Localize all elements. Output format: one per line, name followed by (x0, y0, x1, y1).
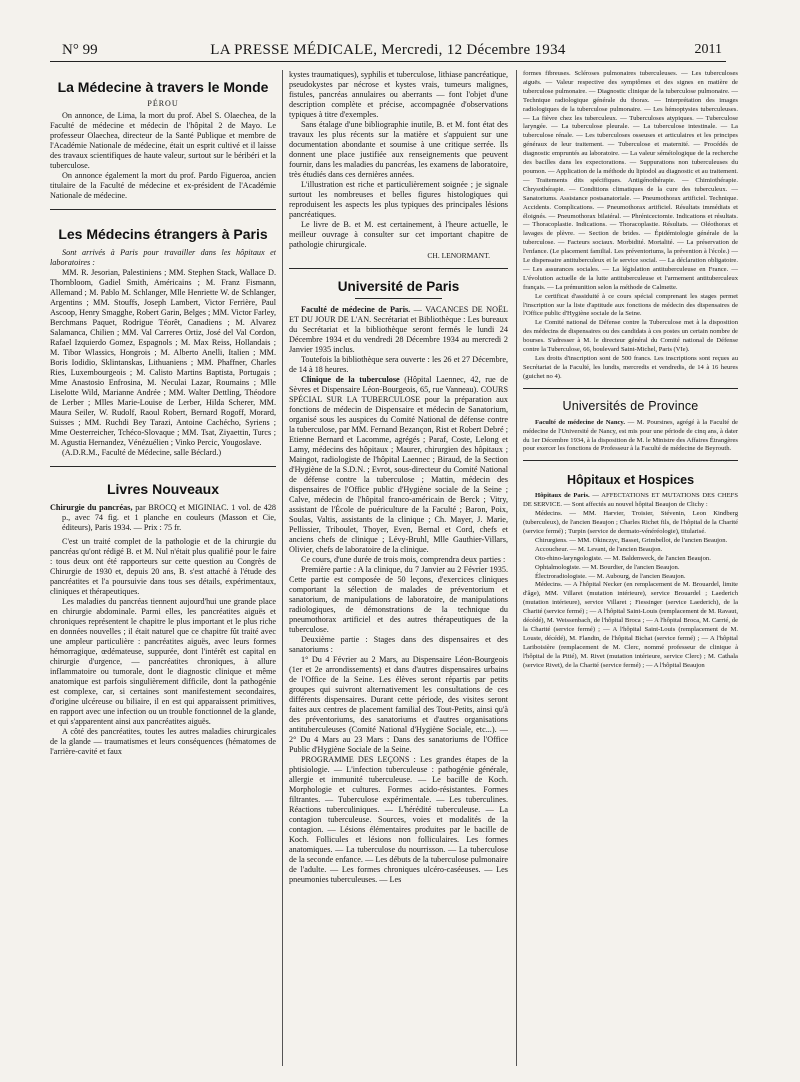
book-title: Chirurgie du pancréas, (50, 503, 133, 512)
section-title-hopitaux-hospices: Hôpitaux et Hospices (566, 473, 695, 488)
column-2 (282, 70, 508, 1066)
paragraph: Les maladies du pancréas tiennent aujourd'hui une grande place en chirurgie abdominale. Parmi elles, les pancréatites aiguës et chroniques représentent le chapitre le plus important et le plus riche en données nouvelles ; il était naturel que ce chapitre fût traité avec une ampleur particulière : pancréatites aiguës, avec leurs formes hémorragique, œdémateuse, suppurée, dont l'intérêt est capital en chirurgie d'urgence, — pancréatites chroniques, à allure inflammatoire ou tumorale, dont le diagnostic clinique et même anatomique est parfois singulièrement difficile, dont la pathogénie est complexe, car, si certaines sont manifestement secondaires, d'origine ulcéreuse ou biliaire, il en est qui apparaissent primitives, en rapport avec une infection ou un trouble fonctionnel de la glande, et qui s'apparentent ainsi aux pancréatites aiguës. (50, 597, 276, 726)
list-item: Chirurgiens. — MM. Okinczyc, Basset, Grimbellot, de l'ancien Beaujon. (535, 536, 728, 544)
page-number: 2011 (694, 42, 722, 57)
notice-text: (Hôpital Laennec, 42, rue de Sèvres et Dispensaire Léon-Bourgeois, 65, rue Vanneau). COURS SPÉCIAL SUR LA TUBERCULOSE pour la préparation aux fonctions de médecin de Dispensaire et médecin de Sanatorium, organisé sous les auspices du Comité National de défense contre la tuberculose, par MM. Fernand Bezançon, Rist et Robert Debré ; Etienne Bernard et Lacomme, agrégés ; Paraf, Coste, Lelong et Lamy, médecins des hôpitaux ; Maurer, chirurgien des hôpitaux ; Maingot, radiologiste de l'hôpital Laennec ; Biraud, de la Section d'Hygiène de la S.D.N. ; Evrot, sous-directeur du Comité National de défense contre la tuberculose ; Mattin, médecin des dispensaires de l'Office public d'Hygiène sociale de la Seine ; Calve, médecin de l'hôpital franco-américain de Berck ; Vitry, assistant de l'École de puériculture de la Faculté ; Baron, Poix, Soulas, Valtis, assistants de la clinique ; Ch. Mayer, J. Marie, Pellissier, Triboulet, Thoyer, Even, Bernal et Cord, chefs et anciens chefs de clinique ; Lévy-Bruhl, Mlle Gauthier-Villars, Olivier, chefs de laboratoire de la clinique. (289, 375, 508, 554)
signature: CH. LENORMANT. (427, 251, 490, 260)
section-title-medecins-etrangers: Les Médecins étrangers à Paris (58, 226, 268, 242)
list-item: Médecins. — MM. Harvier, Troisier, Stévenin, Leon Kindberg (tuberculeux), de l'ancien Beaujon ; Charles Richet fils, de l'hôpital de la Charité (service fermé) ; Turpin (service de dermato-vénéréologie), titularisé. (523, 510, 738, 535)
notice-text: — M. Poursines, agrégé à la Faculté de médecine de l'Université de Nancy, est mis pour une période de cinq ans, à dater du 1er Décembre 1934, à la disposition de M. le Ministre des Affaires Étrangères pour exercer les fonctions de Professeur à la Faculté de médecine de Beyrouth. (523, 418, 738, 453)
divider (523, 460, 738, 461)
divider (289, 268, 508, 269)
paragraph: L'illustration est riche et particulièrement soignée ; je signale surtout les nombreuses et belles figures histologiques qui reproduisent les aspects les plus typiques des principales lésions pancréatiques. (289, 180, 508, 219)
list-item: Médecins. — A l'hôpital Necker (en remplacement de M. Brouardel, limite d'âge), MM. Villaret (mutation intérieure), service Brouardel ; Laederich (mutation intérieure), service Villaret ; Fiessinger (service Laederich), de la Charité (service fermé) ; — A l'hôpital Saint-Louis (remplacement de M. Ravaut, décédé), M. Weissenbach, de l'hôpital Broca ; — A l'hôpital Broca, M. Carrié, de la Charité (service fermé) ; — A l'hôpital Saint-Louis (remplacement de M. Louste, décédé), M. Flandin, de l'hôpital Bichat (service fermé) ; — A l'hôpital Lariboisière (remplacement de M. Clerc, nommé professeur de clinique à l'hôpital de la Pitié), M. Rivet (mutation intérieure, service Clerc) ; M. Cathala (service Rivet), de la Charité (service fermé) ; — A l'hôpital Beaujon (523, 581, 738, 669)
list-item: Accoucheur. — M. Levant, de l'ancien Beaujon. (535, 545, 663, 553)
paragraph: Première partie : A la clinique, du 7 Janvier au 2 Février 1935. Cette partie est composée de 50 leçons, d'exercices cliniques comportant la sélection de malades de préventorium et sanatorium, de manipulations de laboratoire, de manipulations radiologiques, de démonstrations de la technique du pneumothorax artificiel et des autres thérapeutiques de la tuberculose. (289, 565, 508, 634)
divider (50, 209, 276, 210)
section-subtitle-perou: PÉROU (147, 99, 179, 108)
paragraph: Le certificat d'assiduité à ce cours spécial comprenant les stages permet l'inscription sur la liste d'aptitude aux fonctions de médecin des dispensaires de l'Office public d'Hygiène sociale de la Seine. (523, 292, 738, 318)
journal-title: LA PRESSE MÉDICALE, Mercredi, 12 Décembre 1934 (210, 42, 566, 58)
list-item: Oto-rhino-laryngologiste. — M. Baldenweck, de l'ancien Beaujon. (535, 554, 711, 562)
list-item: Ophtalmologiste. — M. Bourdier, de l'ancien Beaujon. (535, 563, 680, 571)
paragraph: Toutefois la bibliothèque sera ouverte : les 26 et 27 Décembre, de 14 à 18 heures. (289, 355, 508, 374)
divider (523, 388, 738, 389)
paragraph: PROGRAMME DES LEÇONS : Les grandes étapes de la phtisiologie. — L'infection tuberculeuse : pathogénie générale, allergie et immunité tuberculeuse. — Le bacille de Koch. Morphologie et cultures. Formes acido-résistantes. Formes filtrantes. — Tuberculose expérimentale. — Les tuberculines. Réactions tuberculiniques. — L'hérédité tuberculeuse. — La contagion tuberculeuse. Sources, voies et modalités de la contagion. — Lésions élémentaires produites par le bacille de Koch. Follicules et lésions non folliculaires. Les formes anatomiques. — La tuberculose du nourrisson. — La tuberculose de la seconde enfance. — Les débuts de la tuberculose pulmonaire de l'adulte. — Les formes chroniques ulcéro-caséeuses. — Les pneumonies tuberculeuses. — Les (289, 755, 508, 884)
notice-clinique-tuberculose (289, 375, 508, 555)
book-details: par BROCQ et MIGINIAC. 1 vol. de 428 p., avec 74 fig. et 1 planche en couleurs (Masson et Cie, éditeurs), Paris 1934. — Prix : 75 fr. (62, 503, 276, 532)
paragraph: Les droits d'inscription sont de 500 francs. Les inscriptions sont reçues au Secrétariat de la Faculté, les lundis, mercredis et vendredis, de 14 à 16 heures (guichet no 4). (523, 355, 738, 380)
section-title-livres-nouveaux: Livres Nouveaux (106, 481, 220, 497)
notice-faculte-paris (289, 305, 508, 355)
notice-heading: Hôpitaux de Paris. (535, 492, 590, 500)
paragraph-source: (A.D.R.M., Faculté de Médecine, salle Béclard.) (62, 448, 222, 457)
issue-number: N° 99 (62, 42, 98, 58)
notice-text: — VACANCES DE NOËL ET DU JOUR DE L'AN. Secrétariat et Bibliothèque : Les bureaux du Secrétariat et la bibliothèque seront fermés le lundi 24 Décembre 1934 et du vendredi 28 Décembre 1934 au mercredi 2 Janvier 1935 inclus. (289, 305, 508, 354)
notice-faculte-nancy (523, 419, 738, 455)
page-header (50, 40, 726, 62)
list-item: Électroradiologiste. — M. Aubourg, de l'ancien Beaujon. (535, 572, 686, 580)
paragraph: Sans étalage d'une bibliographie inutile, B. et M. font état des travaux les plus récents sur la matière et s'appuient sur une documentation abondante et soumise à une critique serrée. Ils donnent une place justifiée aux renseignements que peuvent fournir, dans les maladies du pancréas, les examens de laboratoire, très étudiés dans ces dernières années. (289, 120, 508, 179)
paragraph: kystes traumatiques), syphilis et tuberculose, lithiase pancréatique, pseudokystes par nécrose et kystes vrais, tumeurs malignes, fistules, pancréas annulaires ou aberrants — font l'objet d'une description complète et précise, accompagnée d'observations typiques à titre d'exemples. (289, 70, 508, 119)
paragraph-intro: Sont arrivés à Paris pour travailler dans les hôpitaux et laboratoires : (50, 248, 276, 267)
section-title-universites-province: Universités de Province (562, 398, 699, 413)
notice-hopitaux-paris (523, 492, 738, 510)
paragraph: Ce cours, d'une durée de trois mois, comprendra deux parties : (301, 555, 506, 564)
section-title-medecine-monde: La Médecine à travers le Monde (57, 79, 269, 95)
divider (355, 298, 443, 299)
notice-heading: Faculté de médecine de Nancy. (535, 418, 626, 426)
paragraph: A côté des pancréatites, toutes les autres maladies chirurgicales de la glande — traumatismes et leurs conséquences (hématomes de l'arrière-cavité et faux (50, 727, 276, 756)
column-1 (50, 70, 276, 1066)
paragraph: 1° Du 4 Février au 2 Mars, au Dispensaire Léon-Bourgeois (1er et 2e arrondissements) et dans d'autres dispensaires urbains de l'Office de la Seine. Les élèves seront répartis par petits groupes qui suivront alternativement les consultations de ces différents dispensaires. Durant cette période, des visites seront faites aux centres de placement familial des Tout-Petits, ainsi qu'à des préventoriums, des sanatoriums et d'autres organisations antituberculeuses (Comité National d'Hygiène Sociale, etc...). — 2° Du 4 Mars au 23 Mars : Dans des sanatoriums de l'Office Public d'Hygiène Sociale de la Seine. (289, 655, 508, 754)
notice-text: — AFFECTATIONS ET MUTATIONS DES CHEFS DE SERVICE. — Sont affectés au nouvel hôpital Beaujon de Clichy : (523, 492, 738, 509)
notice-heading: Faculté de médecine de Paris. (301, 305, 411, 314)
paragraph: formes fibreuses. Scléroses pulmonaires tuberculeuses. — Les tuberculoses aiguës. — Valeur respective des symptômes et des signes en matière de tuberculose pulmonaire. — Diagnostic clinique de la tuberculose pulmonaire. — Technique radiologique générale du thorax. — Interprétation des images radiologiques de la tuberculose pulmonaire. — Les hémoptysies tuberculeuses. — La fièvre chez les tuberculeux. — Tuberculoses atypiques. — Tuberculose laryngée. — La tuberculose pleurale. — La tuberculose intestinale. — La tuberculose rénale. — Les tuberculoses osseuses et articulaires et les principes généraux de leur traitement. — Tuberculose et maternité. — Procédés de diagnostic empruntés au laboratoire. — La valeur séméiologique de la recherche des bacilles dans les expectorations. — Suppurations non tuberculeuses du poumon. — Application de la méthode du lipiodol au diagnostic et au traitement. — Traitements dits spécifiques. Antigénothérapie. — Chimiothérapie. Chrysothérapie. — Conditions climatiques de la cure des tuberculeux. — Sanatoriums. Assistance postsanatoriale. — Pneumothorax artificiel. Technique. Accidents. Complications. — Pneumothorax artificiel. Résultats immédiats et éloignés. — Pneumothorax bilatéral. — Phrénicectomie. Indications et résultats. — Thoracoplastie. Indications. — Thoracoplastie. Résultats. — Oléothorax et lavages de plèvre. — Section de brides. — Épidémiologie générale de la tuberculose. — Facteurs sociaux. Morbidité. Mortalité. — La préservation de l'enfance. (Le placement familial. Les préventoriums, la prévention à l'école.) — Le dispensaire antituberculeux et le service social. — La déclaration obligatoire. — Les assurances sociales. — La législation antituberculeuse en France. — L'évolution actuelle de la lutte antituberculeuse et l'armement antituberculeux français. — La prémunition selon la méthode de Calmette. (523, 70, 738, 291)
paragraph: Le livre de B. et M. est certainement, à l'heure actuelle, le meilleur ouvrage à consulter sur cet important chapitre de pathologie chirurgicale. (289, 220, 508, 249)
paragraph-names-list: MM. R. Jesorian, Palestiniens ; MM. Stephen Stack, Wallace D. Thornbloom, Gadiel Smith, Américains ; M. Franz Fismann, Allemand ; M. Pablo M. Schlanger, Mlle Henriette W. de Schlanger, Argentins ; MM. Stouffs, Joseph Lambert, Victor Ferrière, Paul Ascoop, Henry Smagghe, Robert Garin, Belges ; MM. Victor Farley, Berchmans Paquet, Rodrigue Téorêt, Canadiens ; M. Alvarez Salamanca, Chilien ; MM. Val Carreres Ortiz, José del Val Cordon, Rafael Izquierdo Gomez, Espagnols ; M. Max Reiss, Hollandais ; M. Tibor Wlassics, Hongrois ; M. Alberto Anelli, Italien ; MM. Boris Iodidio, Sklintanskas, Lithuaniens ; MM. Phaffner, Charles Ries, Luxembourgeois ; M. Calisto Martins Baptista, Portugais ; Mme Anastosio Enfrosina, M. Neculai Lazar, Roumains ; Mlle Liselotte Wild, Marianne Andrée ; MM. Walter Dettling, Théodore de Lerber ; Mlles Marie-Louise de Lerber, Hilda Scherer, MM. Maura Seiler, W. Rudolf, Raoul Robert, Bernard Rogoff, Morard, Suisses ; MM. Ruchdi Bey Tarazi, Antoine Cachécho, Syriens ; Mme Oesterreicher, Tchéco-Slovaque ; MM. Tsat, Ziyaettin, Turcs ; M. Agustia Hernandez, Vénézuélien ; Vinko Percic, Yougoslave. (50, 268, 276, 447)
paragraph: Le Comité national de Défense contre la Tuberculose met à la disposition des médecins de dispensaires ou des candidats à ces postes un certain nombre de bourses. S'adresser à M. le directeur général du Comité national de Défense contre la Tuberculose, 66, boulevard Saint-Michel, Paris (VIe). (523, 319, 738, 354)
paragraph: C'est un traité complet de la pathologie et de la chirurgie du pancréas qu'ont rédigé B. et M. Nul n'était plus qualifié pour le faire : tous deux ont été rapporteurs sur cette question au Congrès de Chirurgie de 1930 et, depuis 20 ans, B. s'est attaché à l'étude des pancréatites et l'a poursuivie dans tous ses détails, expérimentaux, cliniques et thérapeutiques. (50, 537, 276, 596)
paragraph: On annonce, de Lima, la mort du prof. Abel S. Olaechea, de la Faculté de médecine et médecin de l'hôpital 2 de Mayo. Le professeur Olaechea, directeur de la Santé Publique et membre de l'Académie Nationale de médecine, était un esprit cultivé et il laisse des travaux scientifiques de haute valeur, surtout sur le béribéri et la tuberculose. (50, 111, 276, 170)
notice-heading: Clinique de la tuberculose (301, 375, 400, 384)
column-3 (516, 70, 738, 1066)
section-title-universite-paris: Université de Paris (337, 279, 460, 294)
paragraph: Deuxième partie : Stages dans des dispensaires et des sanatoriums : (289, 635, 508, 654)
book-reference (50, 503, 276, 533)
paragraph: On annonce également la mort du prof. Pardo Figueroa, ancien titulaire de la Faculté de médecine et ex-président de l'Académie Nationale de médecine. (50, 171, 276, 200)
divider (50, 466, 276, 467)
